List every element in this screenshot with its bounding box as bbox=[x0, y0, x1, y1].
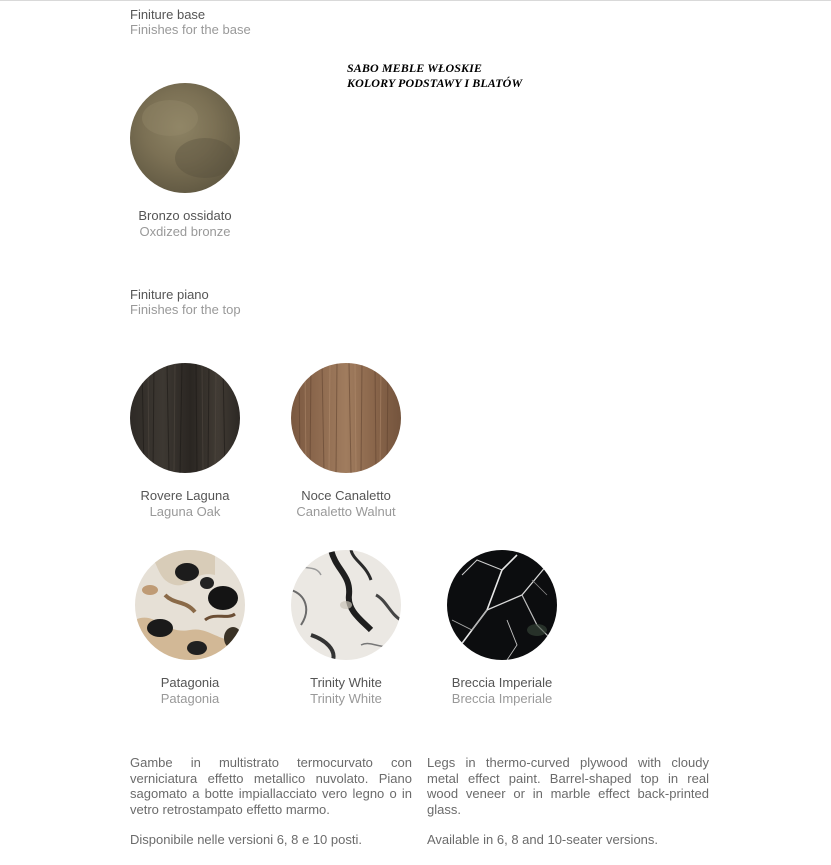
stamp-line-2: KOLORY PODSTAWY I BLATÓW bbox=[347, 76, 523, 90]
caption-patagonia: Patagonia Patagonia bbox=[160, 675, 220, 706]
caption-noce-canaletto: Noce Canaletto Canaletto Walnut bbox=[296, 488, 396, 519]
base-title-en: Finishes for the base bbox=[130, 22, 251, 37]
caption-bronzo-ossidato: Bronzo ossidato Oxdized bronze bbox=[138, 208, 232, 239]
swatch-bronzo-ossidato bbox=[130, 83, 240, 193]
swatch-trinity-white bbox=[291, 550, 401, 660]
swatch-noce-canaletto bbox=[291, 363, 401, 473]
availability-it: Disponibile nelle versioni 6, 8 e 10 posti. bbox=[130, 832, 362, 847]
swatch-rovere-laguna bbox=[130, 363, 240, 473]
top-divider bbox=[0, 0, 831, 1]
caption-rovere-laguna: Rovere Laguna Laguna Oak bbox=[140, 488, 230, 519]
swatch-breccia-imperiale bbox=[447, 550, 557, 660]
stamp-line-1: SABO MEBLE WŁOSKIE bbox=[347, 61, 482, 75]
availability-en: Available in 6, 8 and 10-seater versions. bbox=[427, 832, 659, 847]
shop-stamp bbox=[347, 61, 522, 91]
description-en: Legs in thermo-curved plywood with cloudy metal effect paint. Barrel-shaped top in real wood veneer or in marble effect back-printed glass. bbox=[427, 755, 709, 817]
caption-breccia-imperiale: Breccia Imperiale Breccia Imperiale bbox=[451, 675, 553, 706]
base-title-it: Finiture base bbox=[130, 7, 206, 22]
base-finishes-heading bbox=[130, 7, 251, 37]
top-finishes-heading bbox=[130, 287, 241, 317]
swatch-patagonia bbox=[135, 550, 245, 660]
caption-trinity-white: Trinity White Trinity White bbox=[310, 675, 382, 706]
top-title-it: Finiture piano bbox=[130, 287, 209, 302]
top-title-en: Finishes for the top bbox=[130, 302, 241, 317]
description-it: Gambe in multistrato termocurvato con verniciatura effetto metallico nuvolato. Piano sagomato a botte impiallacciato vero legno o in vetro retrostampato effetto marmo. bbox=[130, 755, 412, 817]
